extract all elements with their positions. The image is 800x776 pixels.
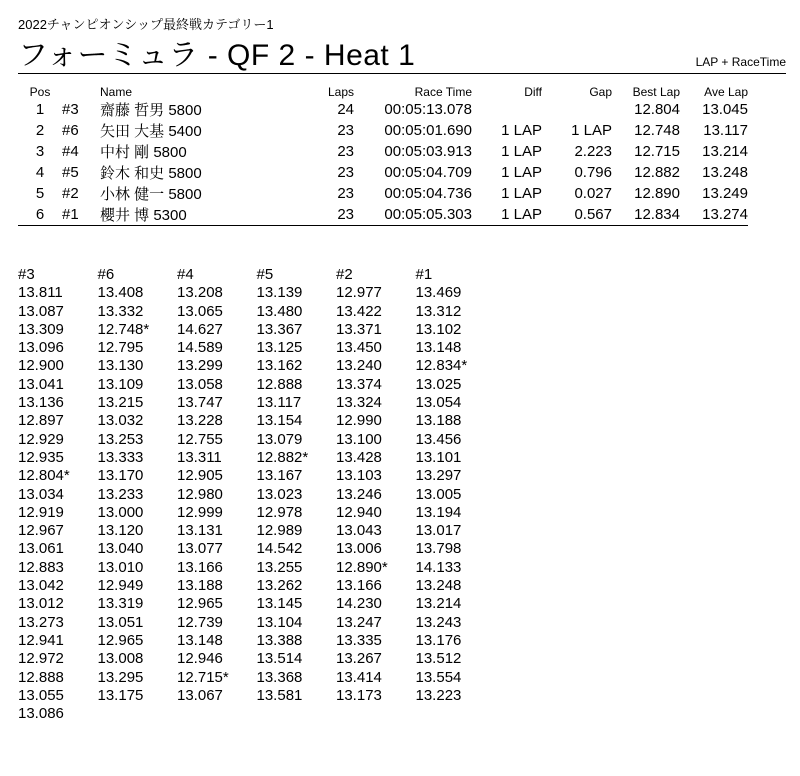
lap-time: 13.041 [18,375,64,393]
result-best-lap: 12.890 [634,185,680,202]
lap-time: 13.055 [18,686,64,704]
result-diff [472,99,542,120]
lap-time: 13.414 [336,668,382,686]
lap-column-header: #3 [18,266,35,283]
lap-time: 13.388 [256,631,303,649]
lap-time: 13.077 [177,540,223,558]
lap-time: 12.748* [97,320,150,338]
lap-time: 12.888 [256,375,303,393]
lap-time: 13.061 [18,540,64,558]
lap-time: 12.990 [336,412,382,430]
lap-time: 13.148 [177,631,223,649]
lap-time: 13.469 [415,284,462,302]
lap-time: 14.589 [177,339,223,357]
result-gap: 0.796 [574,164,612,181]
lap-time: 12.977 [336,284,382,302]
lap-time: 13.167 [256,467,303,485]
lap-time: 13.188 [415,412,462,430]
lap-time: 13.012 [18,595,64,613]
lap-time: 12.715* [177,668,229,686]
lap-time: 13.145 [256,595,303,613]
lap-time: 13.319 [97,595,144,613]
lap-time: 13.311 [177,448,222,466]
lap-time: 13.054 [415,394,462,412]
lap-time: 14.230 [336,595,382,613]
lap-time: 13.017 [415,522,462,540]
lap-column [336,266,416,723]
lap-time: 13.450 [336,339,382,357]
lap-time: 13.154 [256,412,303,430]
result-driver-name: 齋藤 哲男 5800 [100,102,202,119]
result-pos: 5 [35,185,45,202]
col-laps: Laps [327,85,354,99]
lap-time: 13.087 [18,302,64,320]
header-divider [18,73,786,74]
lap-time: 13.247 [336,613,382,631]
lap-times-grid [18,266,495,723]
lap-time: 13.025 [415,375,462,393]
results-table [18,84,748,226]
lap-column [98,266,178,723]
lap-time: 12.946 [177,650,223,668]
results-body [18,99,748,226]
result-race-time: 00:05:05.303 [354,204,472,226]
lap-time: 13.067 [177,686,223,704]
lap-time: 13.240 [336,357,382,375]
lap-time: 12.965 [177,595,223,613]
result-laps: 23 [337,143,354,160]
lap-time: 13.253 [97,430,144,448]
lap-time: 13.332 [97,302,144,320]
lap-time: 13.514 [256,650,303,668]
lap-time: 13.000 [97,503,144,521]
lap-time: 12.978 [256,503,303,521]
lap-time: 13.333 [97,448,144,466]
result-kart-number: #5 [62,164,79,181]
result-pos: 6 [18,204,62,226]
result-driver-name: 鈴木 和史 5800 [100,165,202,182]
lap-time: 13.130 [97,357,144,375]
col-diff: Diff [524,85,542,99]
lap-time: 13.102 [415,320,462,338]
lap-column-header: #1 [415,266,433,283]
page-title: フォーミュラ - QF 2 - Heat 1 [18,39,416,72]
result-best-lap: 12.748 [634,122,680,139]
lap-time: 12.804* [18,467,70,485]
result-ave-lap: 13.248 [702,164,748,181]
result-best-lap: 12.834 [612,204,680,226]
lap-time: 13.335 [336,631,382,649]
lap-time: 13.139 [256,284,303,302]
lap-time: 13.408 [97,284,144,302]
lap-time: 13.096 [18,339,64,357]
lap-time: 13.367 [256,320,303,338]
lap-time: 13.176 [415,631,462,649]
lap-time: 13.215 [97,394,144,412]
lap-time: 13.086 [18,705,64,723]
lap-time: 13.051 [97,613,144,631]
lap-time: 14.627 [177,320,223,338]
lap-time: 13.188 [177,577,223,595]
result-ave-lap: 13.045 [702,101,748,118]
lap-time: 12.940 [336,503,382,521]
lap-time: 13.043 [336,522,382,540]
lap-time: 13.368 [256,668,303,686]
lap-time: 13.120 [97,522,144,540]
col-race-time: Race Time [414,85,472,99]
result-best-lap: 12.804 [634,101,680,118]
table-row [18,204,748,226]
lap-time: 12.941 [18,631,64,649]
lap-column-header: #4 [177,266,194,283]
lap-time: 13.214 [415,595,462,613]
result-driver-name: 矢田 大基 5400 [100,123,202,140]
lap-time: 13.079 [256,430,303,448]
lap-time: 13.100 [336,430,382,448]
lap-time: 13.166 [177,558,223,576]
result-pos: 1 [35,101,45,118]
lap-time: 13.228 [177,412,223,430]
result-gap: 1 LAP [571,122,612,139]
lap-time: 12.949 [97,577,144,595]
lap-time: 13.103 [336,467,382,485]
lap-time: 12.929 [18,430,64,448]
lap-time: 12.905 [177,467,223,485]
lap-time: 13.371 [336,320,382,338]
lap-time: 13.255 [256,558,303,576]
lap-time: 12.935 [18,448,64,466]
lap-time: 12.834* [415,357,468,375]
lap-column [177,266,257,723]
result-race-time: 00:05:04.709 [384,164,472,181]
result-race-time: 00:05:04.736 [384,185,472,202]
table-row [18,120,748,141]
lap-time: 12.967 [18,522,64,540]
lap-time: 13.248 [415,577,462,595]
lap-time: 13.428 [336,448,382,466]
result-diff: 1 LAP [501,185,542,202]
lap-time: 13.246 [336,485,382,503]
col-best-lap: Best Lap [632,85,680,99]
table-row [18,141,748,162]
result-race-time: 00:05:03.913 [384,143,472,160]
result-kart-number: #3 [62,101,79,118]
col-gap: Gap [589,85,612,99]
lap-time: 13.456 [415,430,462,448]
result-driver-name: 小林 健一 5800 [100,186,202,203]
result-kart-number: #6 [62,122,79,139]
lap-time: 13.273 [18,613,64,631]
event-subtitle: 2022チャンピオンシップ最終戦カテゴリー1 [18,17,274,32]
result-ave-lap: 13.249 [702,185,748,202]
result-ave-lap: 13.274 [680,204,748,226]
col-pos: Pos [29,85,51,99]
lap-time: 13.299 [177,357,223,375]
result-ave-lap: 13.117 [703,122,748,139]
lap-column [257,266,337,723]
results-header-row [18,84,748,99]
table-row [18,162,748,183]
lap-time: 13.010 [97,558,144,576]
result-race-time: 00:05:13.078 [384,101,472,118]
lap-time: 12.897 [18,412,64,430]
lap-time: 13.109 [97,375,144,393]
lap-time: 13.117 [256,394,302,412]
lap-time: 13.374 [336,375,382,393]
lap-time: 13.040 [97,540,144,558]
lap-time: 13.312 [415,302,462,320]
lap-time: 13.166 [336,577,382,595]
lap-time: 12.739 [177,613,223,631]
result-gap [542,99,612,120]
result-ave-lap: 13.214 [702,143,748,160]
result-pos: 4 [35,164,45,181]
lap-time: 13.175 [97,686,144,704]
lap-column-header: #6 [97,266,115,283]
lap-time: 13.162 [256,357,303,375]
lap-time: 13.295 [97,668,144,686]
result-pos: 2 [35,122,45,139]
lap-time: 13.422 [336,302,382,320]
lap-time: 13.170 [97,467,144,485]
result-gap: 0.567 [542,204,612,226]
result-pos: 3 [35,143,45,160]
result-laps: 23 [310,204,354,226]
result-laps: 24 [337,101,354,118]
result-diff: 1 LAP [501,122,542,139]
result-driver-name: 櫻井 博 5300 [100,204,310,226]
lap-time: 13.034 [18,485,64,503]
result-diff: 1 LAP [472,204,542,226]
col-name: Name [100,85,133,99]
lap-time: 13.243 [415,613,462,631]
col-ave-lap: Ave Lap [704,85,748,99]
result-kart-number: #1 [62,204,100,226]
lap-time: 13.194 [415,503,462,521]
lap-time: 13.042 [18,577,64,595]
lap-time: 13.023 [256,485,303,503]
lap-time: 13.267 [336,650,382,668]
result-diff: 1 LAP [501,164,542,181]
lap-time: 12.989 [256,522,303,540]
table-row [18,99,748,120]
lap-time: 12.890* [336,558,388,576]
table-row [18,183,748,204]
result-laps: 23 [337,164,354,181]
lap-time: 13.309 [18,320,64,338]
lap-time: 13.173 [336,686,382,704]
lap-time: 13.008 [97,650,144,668]
lap-time: 13.125 [256,339,303,357]
lap-column [18,266,98,723]
lap-time: 13.554 [415,668,462,686]
lap-time: 13.104 [256,613,303,631]
lap-time: 13.148 [415,339,462,357]
lap-time: 13.747 [177,394,223,412]
lap-time: 13.480 [256,302,303,320]
lap-time: 12.795 [97,339,144,357]
lap-time: 13.798 [415,540,462,558]
lap-time: 13.006 [336,540,382,558]
lap-time: 12.888 [18,668,64,686]
lap-time: 13.208 [177,284,223,302]
lap-time: 12.999 [177,503,223,521]
lap-time: 13.297 [415,467,462,485]
result-kart-number: #4 [62,143,79,160]
result-driver-name: 中村 剛 5800 [100,144,187,161]
lap-time: 14.542 [256,540,303,558]
lap-time: 13.058 [177,375,223,393]
lap-time: 12.980 [177,485,223,503]
result-best-lap: 12.715 [634,143,680,160]
lap-time: 13.131 [177,522,223,540]
lap-time: 12.972 [18,650,64,668]
lap-time: 13.512 [415,650,462,668]
result-gap: 0.027 [574,185,612,202]
result-laps: 23 [337,185,354,202]
lap-time: 12.919 [18,503,64,521]
lap-time: 13.581 [256,686,303,704]
lap-time: 12.882* [256,448,309,466]
report-mode-label: LAP + RaceTime [695,55,786,69]
result-best-lap: 12.882 [634,164,680,181]
lap-column-header: #5 [256,266,274,283]
lap-time: 13.223 [415,686,462,704]
lap-time: 12.900 [18,357,64,375]
result-laps: 23 [337,122,354,139]
lap-time: 13.233 [97,485,144,503]
result-gap: 2.223 [574,143,612,160]
lap-time: 12.883 [18,558,64,576]
result-diff: 1 LAP [501,143,542,160]
lap-time: 13.005 [415,485,462,503]
col-no [62,84,100,99]
lap-time: 12.755 [177,430,223,448]
lap-time: 13.811 [18,284,63,302]
lap-time: 12.965 [97,631,144,649]
result-race-time: 00:05:01.690 [384,122,472,139]
lap-time: 13.324 [336,394,382,412]
lap-column [416,266,496,723]
lap-column-header: #2 [336,266,353,283]
lap-time: 14.133 [415,558,462,576]
lap-time: 13.032 [97,412,144,430]
result-kart-number: #2 [62,185,79,202]
lap-time: 13.101 [415,448,462,466]
lap-time: 13.065 [177,302,223,320]
lap-time: 13.136 [18,394,64,412]
lap-time: 13.262 [256,577,303,595]
